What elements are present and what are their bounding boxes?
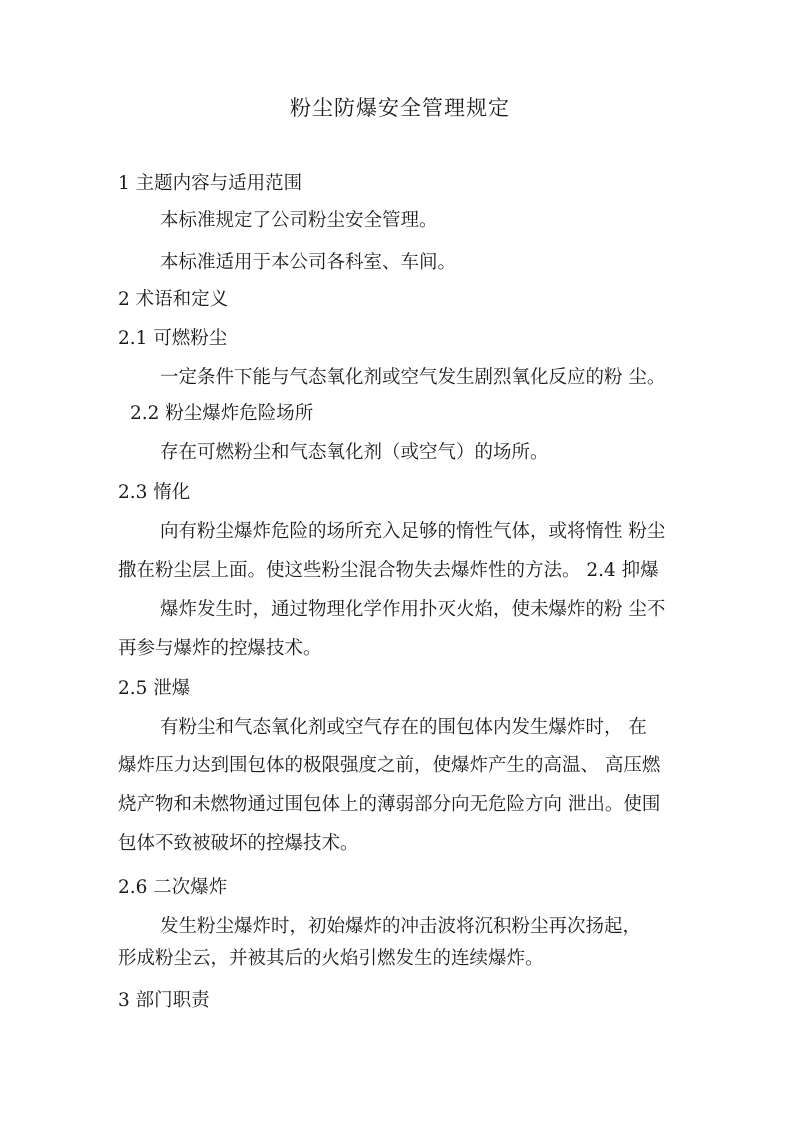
- paragraph-line: 爆炸压力达到围包体的极限强度之前，使爆炸产生的高温、 高压燃: [118, 755, 661, 776]
- document-title: 粉尘防爆安全管理规定: [290, 96, 510, 120]
- subsection-heading-2-1: 2.1 可燃粉尘: [118, 328, 228, 349]
- subsection-heading-2-3: 2.3 惰化: [118, 482, 191, 503]
- paragraph-line: 包体不致被破坏的控爆技术。: [118, 833, 359, 854]
- section-heading-3: 3 部门职责: [118, 990, 210, 1011]
- section-heading-2: 2 术语和定义: [118, 289, 229, 310]
- paragraph-line: 烧产物和未燃物通过围包体上的薄弱部分向无危险方向 泄出。使围: [118, 794, 661, 815]
- paragraph-line: 本标准规定了公司粉尘安全管理。: [160, 210, 438, 231]
- paragraph-line: 发生粉尘爆炸时，初始爆炸的冲击波将沉积粉尘再次扬起，: [160, 916, 642, 937]
- section-heading-1: 1 主题内容与适用范围: [118, 173, 303, 194]
- paragraph-line: 有粉尘和气态氧化剂或空气存在的围包体内发生爆炸时， 在: [160, 717, 647, 738]
- paragraph-line: 向有粉尘爆炸危险的场所充入足够的惰性气体，或将惰性 粉尘: [160, 521, 666, 542]
- subsection-heading-2-5: 2.5 泄爆: [118, 678, 191, 699]
- subsection-heading-2-6: 2.6 二次爆炸: [118, 877, 228, 898]
- paragraph-line: 再参与爆炸的控爆技术。: [118, 638, 322, 659]
- paragraph-line: 一定条件下能与气态氧化剂或空气发生剧烈氧化反应的粉 尘。: [160, 367, 666, 388]
- subsection-heading-2-2: 2.2 粉尘爆炸危险场所: [130, 403, 314, 424]
- paragraph-line: 本标准适用于本公司各科室、车间。: [160, 252, 457, 273]
- paragraph-line: 撒在粉尘层上面。使这些粉尘混合物失去爆炸性的方法。 2.4 抑爆: [118, 560, 659, 581]
- paragraph-line: 存在可燃粉尘和气态氧化剂（或空气）的场所。: [160, 442, 549, 463]
- paragraph-line: 形成粉尘云，并被其后的火焰引燃发生的连续爆炸。: [118, 948, 544, 969]
- paragraph-line: 爆炸发生时，通过物理化学作用扑灭火焰，使未爆炸的粉 尘不: [160, 599, 666, 620]
